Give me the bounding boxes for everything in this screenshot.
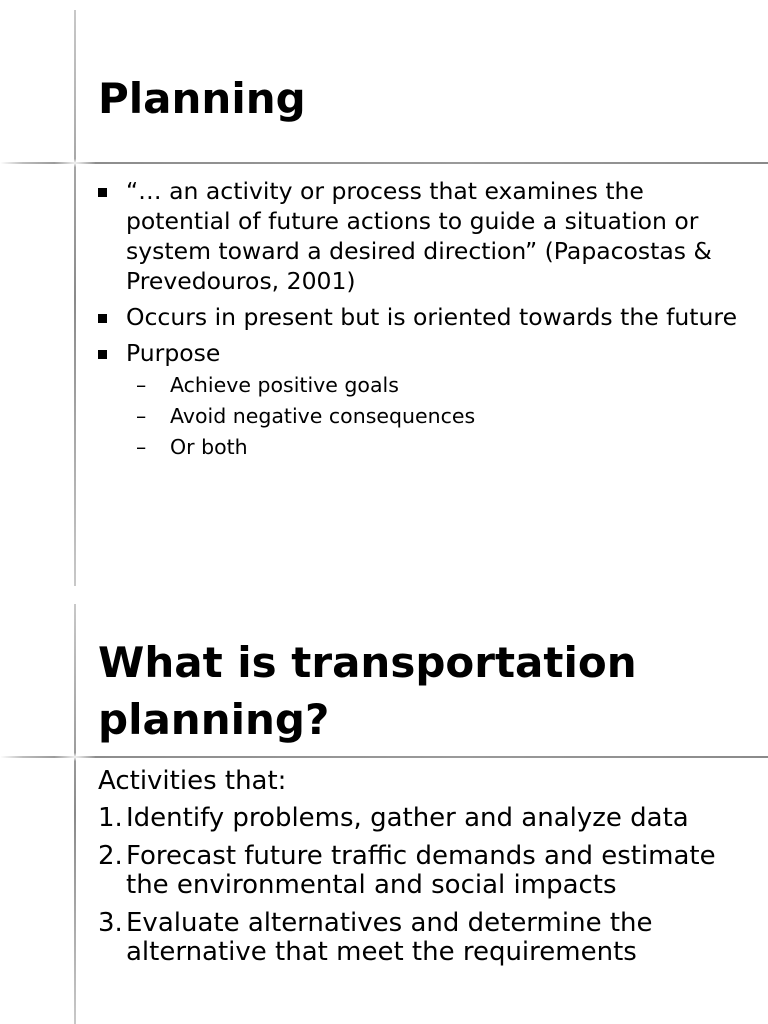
sub-bullet-list <box>126 370 738 463</box>
square-bullet-icon <box>98 314 107 323</box>
rule-intersection-highlight <box>55 159 95 167</box>
numbered-item <box>98 909 748 968</box>
item-text: Identify problems, gather and analyze data <box>126 803 689 833</box>
slide-title: Planning <box>98 74 306 123</box>
slide-vertical-rule <box>74 10 76 586</box>
slide-transportation-planning <box>0 600 768 1024</box>
bullet-list <box>98 176 738 469</box>
dash-marker: – <box>136 435 147 459</box>
sub-bullet-item <box>136 370 738 401</box>
sub-bullet-text: Or both <box>170 435 248 459</box>
slide-vertical-rule <box>74 604 76 1024</box>
slide-title: What is transportation planning? <box>98 638 637 744</box>
item-number: 3. <box>98 907 123 938</box>
slide-horizontal-rule <box>0 756 768 758</box>
numbered-item <box>98 842 748 901</box>
item-text: Forecast future traffic demands and estimate the environmental and social impacts <box>126 840 716 900</box>
bullet-item <box>98 338 738 463</box>
dash-marker: – <box>136 404 147 428</box>
item-number: 2. <box>98 840 123 871</box>
sub-bullet-item <box>136 432 738 463</box>
dash-marker: – <box>136 373 147 397</box>
square-bullet-icon <box>98 188 107 197</box>
sub-bullet-text: Achieve positive goals <box>170 373 399 397</box>
bullet-item <box>98 176 738 296</box>
bullet-text: “… an activity or process that examines the potential of future actions to guide a situation or system toward a desired direction” (Papacostas & Prevedouros, 2001) <box>126 177 712 295</box>
square-bullet-icon <box>98 350 107 359</box>
lead-text: Activities that: <box>98 766 287 796</box>
sub-bullet-text: Avoid negative consequences <box>170 404 476 428</box>
bullet-item <box>98 302 738 332</box>
item-number: 1. <box>98 803 123 833</box>
bullet-text: Purpose <box>126 339 221 367</box>
item-text: Evaluate alternatives and determine the alternative that meet the requirements <box>126 907 653 967</box>
slide-horizontal-rule <box>0 162 768 164</box>
numbered-list <box>98 804 748 968</box>
slide-body <box>98 766 748 976</box>
sub-bullet-item <box>136 401 738 432</box>
bullet-text: Occurs in present but is oriented towards the future <box>126 303 738 331</box>
rule-intersection-highlight <box>55 753 95 761</box>
numbered-item <box>98 804 748 834</box>
